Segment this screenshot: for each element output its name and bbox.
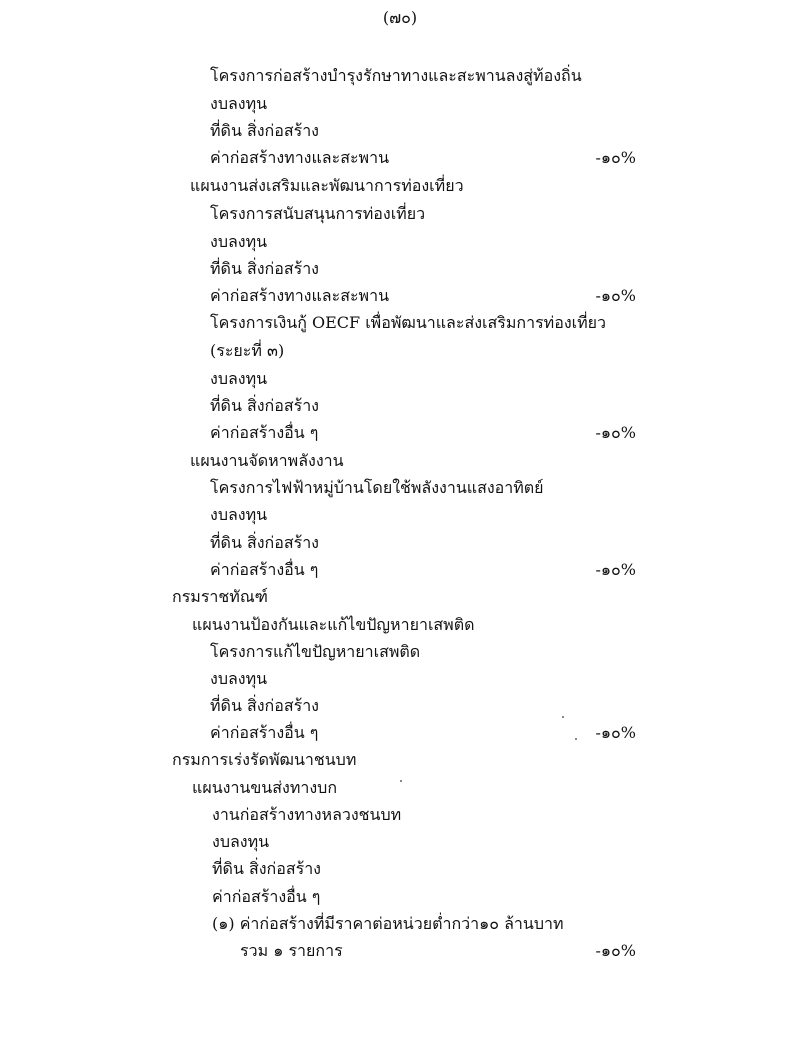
text-line: งบลงทุน xyxy=(210,94,268,113)
percentage-value: -๑๐% xyxy=(595,148,636,167)
percentage-value: -๑๐% xyxy=(595,723,636,742)
text-line: งบลงทุน xyxy=(210,669,268,688)
text-line: แผนงานส่งเสริมและพัฒนาการท่องเที่ยว xyxy=(190,176,464,195)
text-line: ค่าก่อสร้างทางและสะพาน xyxy=(210,286,390,305)
percentage-value: -๑๐% xyxy=(595,286,636,305)
text-line: ที่ดิน สิ่งก่อสร้าง xyxy=(210,396,319,415)
percentage-value: -๑๐% xyxy=(595,423,636,442)
text-line: ค่าก่อสร้างอื่น ๆ xyxy=(212,887,321,906)
text-line: งบลงทุน xyxy=(212,832,270,851)
text-line: โครงการไฟฟ้าหมู่บ้านโดยใช้พลังงานแสงอาทิตย์ xyxy=(210,478,544,497)
text-line: โครงการแก้ไขปัญหายาเสพติด xyxy=(210,642,421,661)
text-line: ค่าก่อสร้างอื่น ๆ xyxy=(210,423,319,442)
text-line: งบลงทุน xyxy=(210,232,268,251)
text-line: ค่าก่อสร้างอื่น ๆ xyxy=(210,723,319,742)
text-line: กรมราชทัณฑ์ xyxy=(172,587,268,606)
text-line: (ระยะที่ ๓) xyxy=(210,341,285,360)
percentage-value: -๑๐% xyxy=(595,560,636,579)
text-line: กรมการเร่งรัดพัฒนาชนบท xyxy=(172,750,357,769)
text-line: โครงการเงินกู้ OECF เพื่อพัฒนาและส่งเสริมการท่องเที่ยว xyxy=(210,313,607,332)
text-line: โครงการก่อสร้างบำรุงรักษาทางและสะพานลงสู่ท้องถิ่น xyxy=(210,66,582,85)
text-line: ที่ดิน สิ่งก่อสร้าง xyxy=(210,121,319,140)
text-line: งบลงทุน xyxy=(210,369,268,388)
text-line: แผนงานจัดหาพลังงาน xyxy=(190,451,344,470)
text-line: (๑) ค่าก่อสร้างที่มีราคาต่อหน่วยต่ำกว่า๑๐ ล้านบาท xyxy=(212,914,564,933)
text-line: ที่ดิน สิ่งก่อสร้าง xyxy=(210,259,319,278)
text-line: งบลงทุน xyxy=(210,505,268,524)
scan-speck xyxy=(575,738,577,740)
text-line: ที่ดิน สิ่งก่อสร้าง xyxy=(212,859,321,878)
text-line: ค่าก่อสร้างอื่น ๆ xyxy=(210,560,319,579)
text-line: แผนงานขนส่งทางบก xyxy=(192,778,337,797)
text-line: แผนงานป้องกันและแก้ไขปัญหายาเสพติด xyxy=(192,615,475,634)
text-line: ที่ดิน สิ่งก่อสร้าง xyxy=(210,696,319,715)
text-line: ค่าก่อสร้างทางและสะพาน xyxy=(210,148,390,167)
text-line: ที่ดิน สิ่งก่อสร้าง xyxy=(210,533,319,552)
page-number: (๗๐) xyxy=(382,8,418,27)
scan-speck xyxy=(562,716,564,718)
text-line: รวม ๑ รายการ xyxy=(240,941,343,960)
scan-speck xyxy=(400,780,402,782)
percentage-value: -๑๐% xyxy=(595,941,636,960)
text-line: งานก่อสร้างทางหลวงชนบท xyxy=(212,805,402,824)
text-line: โครงการสนับสนุนการท่องเที่ยว xyxy=(210,204,426,223)
